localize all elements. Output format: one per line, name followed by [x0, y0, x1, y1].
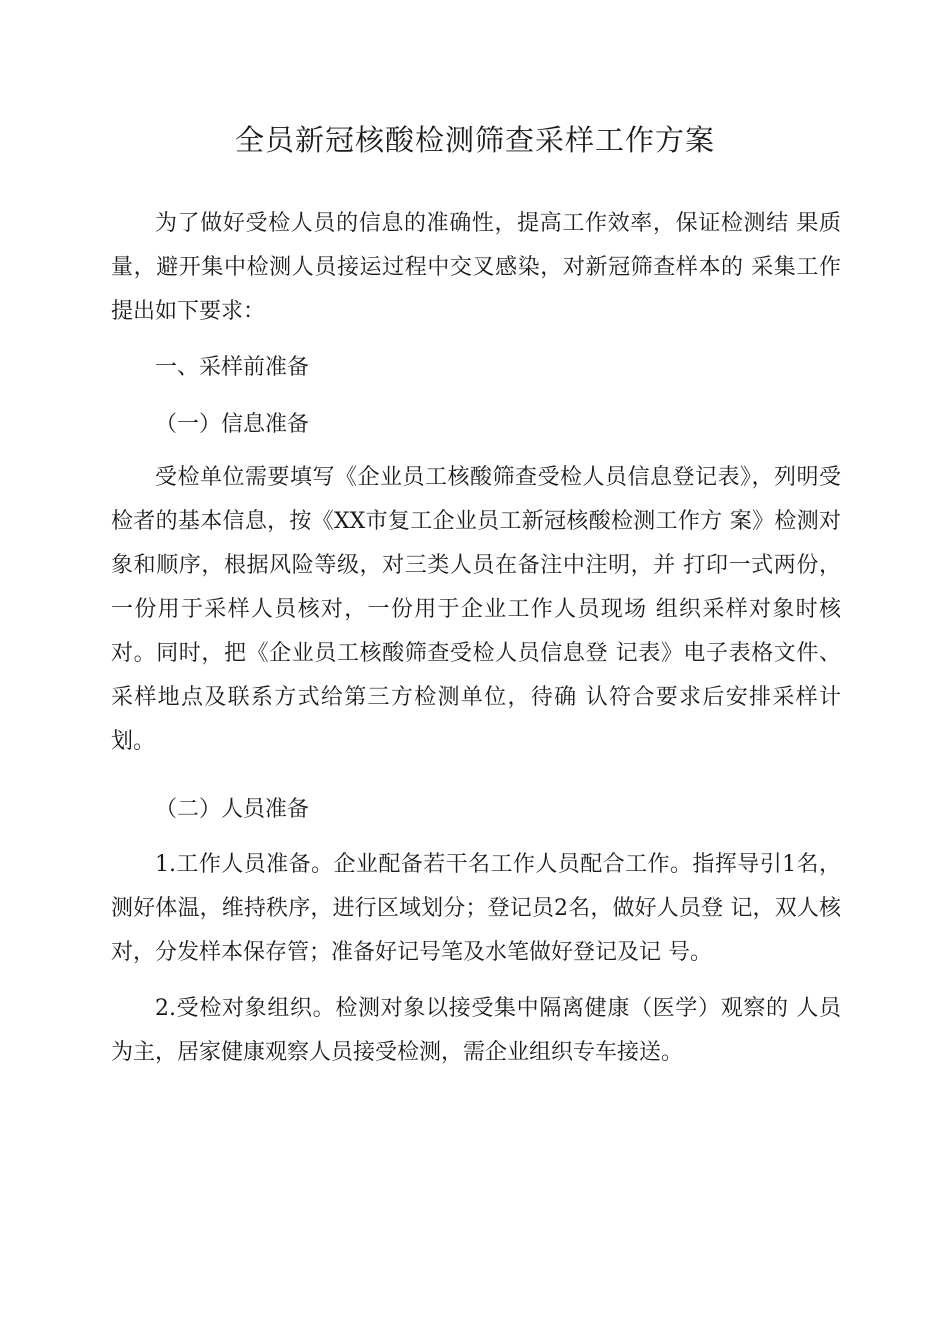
- intro-paragraph: 为了做好受检人员的信息的准确性，提高工作效率，保证检测结 果质量，避开集中检测人员接运过程中交叉感染，对新冠筛查样本的 采集工作提出如下要求：: [111, 211, 841, 324]
- personnel-item-2: 2.受检对象组织。检测对象以接受集中隔离健康（医学）观察的 人员为主，居家健康观察人员接受检测，需企业组织专车接送。: [111, 996, 841, 1065]
- personnel-item-1: 1.工作人员准备。企业配备若干名工作人员配合工作。指挥导引1名，测好体温，维持秩序，进行区域划分；登记员2名，做好人员登 记，双人核对，分发样本保存管；准备好记号笔及水笔做好登记及记 号。: [111, 852, 841, 965]
- information-paragraph: 受检单位需要填写《企业员工核酸筛查受检人员信息登记表》，列明受检者的基本信息，按《XX市复工企业员工新冠核酸检测工作方 案》检测对象和顺序，根据风险等级，对三类人员在备注中注明，并 打印一式两份，一份用于采样人员核对，一份用于企业工作人员现场 组织采样对象时核对。同时，把《企业员工核酸筛查受检人员信息登 记表》电子表格文件、采样地点及联系方式给第三方检测单位，待确 认符合要求后安排采样计划。: [111, 465, 841, 754]
- section-heading-preparation: 一、采样前准备: [155, 355, 310, 380]
- subsection-heading-information: （一）信息准备: [155, 412, 310, 437]
- subsection-heading-personnel: （二）人员准备: [155, 797, 310, 822]
- document-title: 全员新冠核酸检测筛查采样工作方案: [234, 123, 715, 157]
